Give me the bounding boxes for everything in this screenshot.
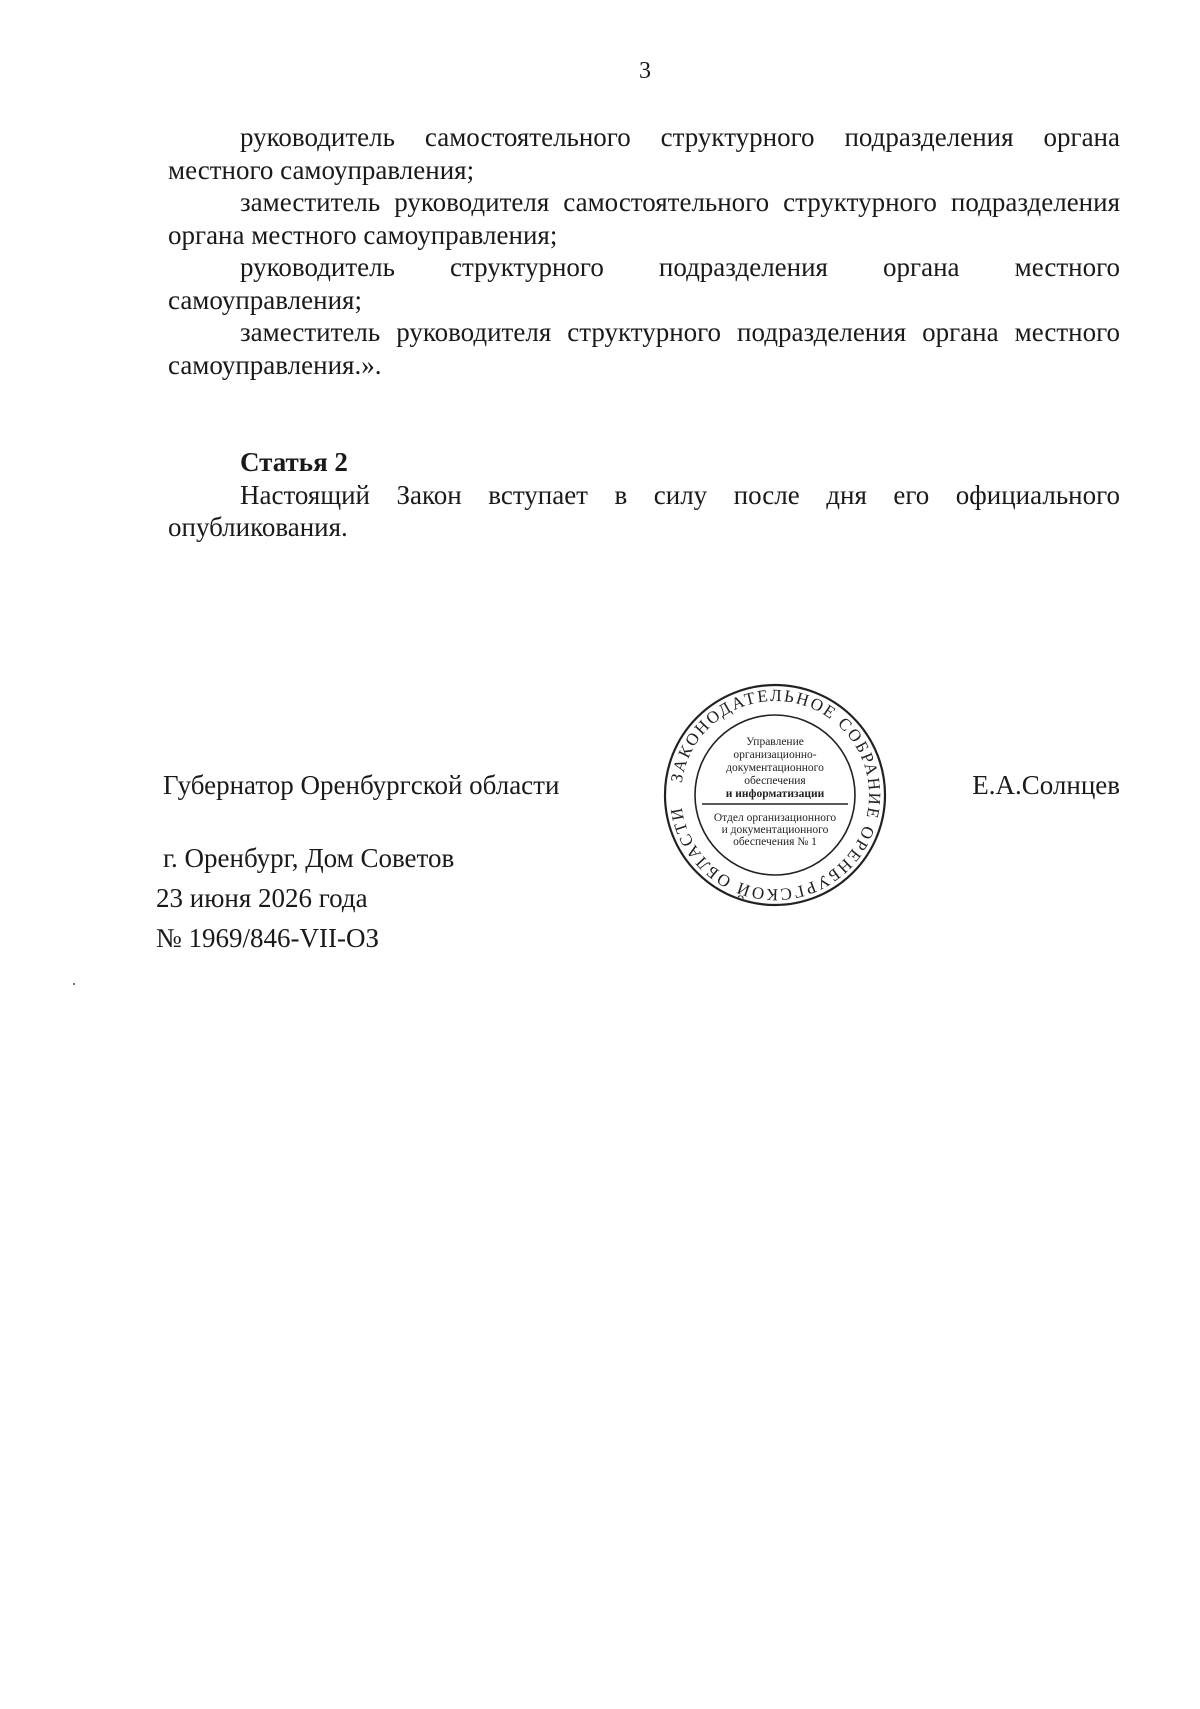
paragraph: заместитель руководителя структурного подразделения органа местного самоуправления.». (168, 317, 1120, 380)
signatory-position: Губернатор Оренбургской области (163, 770, 560, 800)
article-text: Настоящий Закон вступает в силу после дня его официального опубликования. (168, 479, 1120, 542)
signing-date: 23 июня 2026 года (156, 883, 368, 913)
law-number: № 1969/846-VII-ОЗ (156, 923, 380, 953)
paragraph: руководитель самостоятельного структурного подразделения органа местного самоуправления; (168, 122, 1120, 185)
seal-line: документационного (726, 762, 824, 774)
page-number: 3 (639, 58, 651, 84)
paragraph: заместитель руководителя самостоятельного структурного подразделения органа местного самоуправления; (168, 187, 1120, 250)
paragraph: руководитель структурного подразделения органа местного самоуправления; (168, 252, 1120, 315)
intro-text (168, 121, 1120, 381)
seal-line: Управление (746, 736, 804, 748)
official-seal-stamp (660, 680, 890, 910)
seal-ring-text: ЗАКОНОДАТЕЛЬНОЕ СОБРАНИЕ ОРЕНБУРГСКОЙ ОБЛАСТИ (666, 685, 885, 905)
seal-line: Отдел организационного (713, 812, 837, 824)
seal-line: организационно- (733, 749, 817, 761)
seal-line: обеспечения № 1 (733, 836, 817, 848)
article-title: Статья 2 (240, 447, 348, 477)
seal-line: и информатизации (725, 788, 825, 800)
signing-place: г. Оренбург, Дом Советов (163, 843, 455, 873)
signatory-name: Е.А.Солнцев (972, 770, 1120, 800)
place-date-block (156, 838, 454, 958)
seal-line: обеспечения (744, 775, 806, 787)
article-section (168, 446, 1120, 544)
seal-line: и документационного (721, 824, 829, 836)
scan-speck (73, 983, 75, 985)
